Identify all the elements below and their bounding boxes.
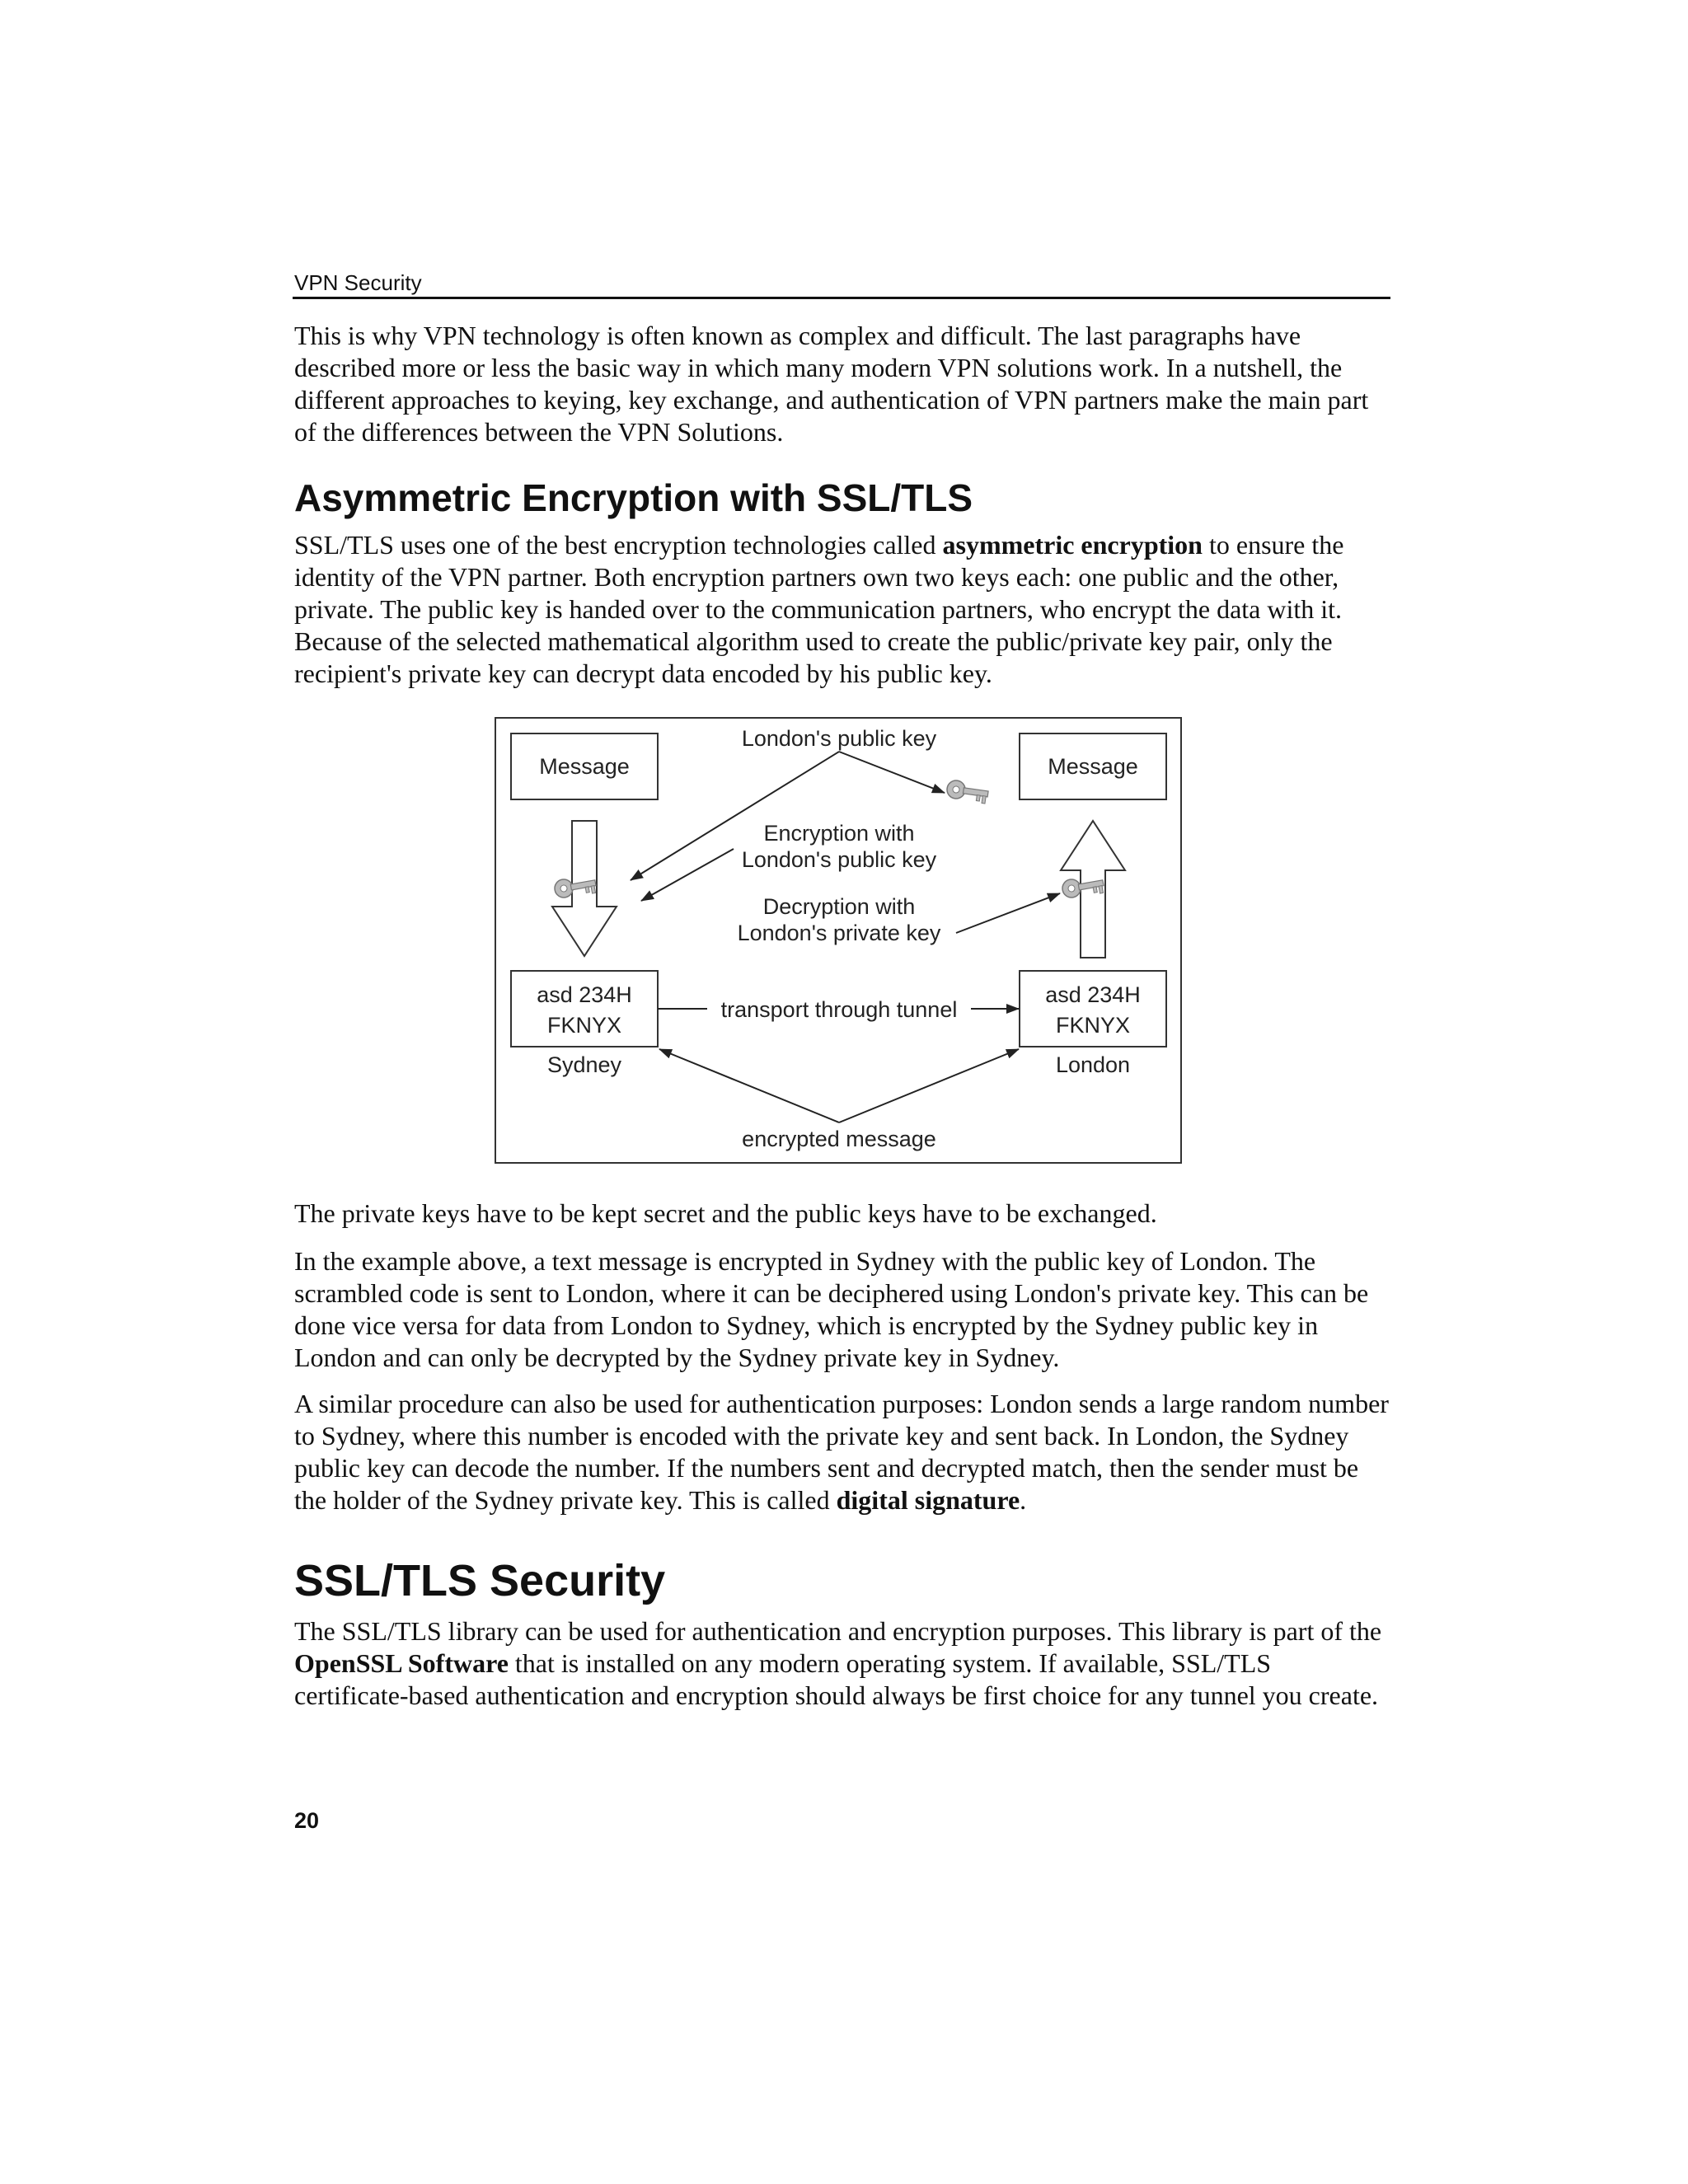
encrypted-message-label: encrypted message — [742, 1127, 936, 1151]
private-keys-paragraph: The private keys have to be kept secret and the public keys have to be exchanged. — [294, 1198, 1157, 1228]
encryption-label-line-1: Encryption with — [763, 821, 915, 846]
page-number: 20 — [294, 1808, 320, 1833]
ssl-tls-paragraph: The SSL/TLS library can be used for authentication and encryption purposes. This library is part of the OpenSSL Software that is installed on any modern operating system. If available, SSL/TLS certificate-based authentication and encryption should always be first choice for any tunnel you create. — [294, 1616, 1382, 1710]
header-rule — [293, 297, 1390, 299]
sydney-message-label: Message — [539, 754, 630, 779]
asymmetric-paragraph: SSL/TLS uses one of the best encryption technologies called asymmetric encryption to ensure the identity of the VPN partner. Both encryption partners own two keys each: one public and the other, private. The public key is handed over to the communication partners, who encrypt the data with it. Because of the selected mathematical algorithm used to create the public/private key pair, only the recipient's private key can decrypt data encoded by his public key. — [294, 530, 1344, 688]
london-cipher-line-2: FKNYX — [1055, 1013, 1131, 1038]
decryption-label-line-1: Decryption with — [762, 894, 916, 919]
authentication-paragraph: A similar procedure can also be used for authentication purposes: London sends a large random number to Sydney, where this number is encoded with the private key and sent back. In London, the Sydney public key can decode the number. If the numbers sent and decrypted match, then the sender must be the holder of the Sydney private key. This is called digital signature. — [294, 1389, 1389, 1515]
transport-label: transport through tunnel — [720, 997, 958, 1022]
term-asymmetric-encryption: asymmetric encryption — [942, 530, 1203, 560]
term-digital-signature: digital signature — [836, 1485, 1020, 1515]
decryption-label-line-2: London's private key — [737, 921, 941, 945]
sydney-label: Sydney — [546, 1052, 622, 1077]
example-paragraph: In the example above, a text message is encrypted in Sydney with the public key of London. The scrambled code is sent to London, where it can be deciphered using London's private key. This can be done vice versa for data from London to Sydney, which is encrypted by the Sydney public key in London and can only be decrypted by the Sydney private key in Sydney. — [294, 1246, 1369, 1372]
sydney-cipher-line-2: FKNYX — [546, 1013, 622, 1038]
term-openssl-software: OpenSSL Software — [294, 1648, 509, 1678]
section-heading-asymmetric: Asymmetric Encryption with SSL/TLS — [294, 476, 973, 519]
london-label: London — [1055, 1052, 1131, 1077]
london-message-label: Message — [1048, 754, 1138, 779]
running-head: VPN Security — [294, 270, 422, 295]
intro-paragraph: This is why VPN technology is often known as complex and difficult. The last paragraphs have described more or less the basic way in which many modern VPN solutions work. In a nutshell, the different approaches to keying, key exchange, and authentication of VPN partners make the main part of the differences between the VPN Solutions. — [294, 321, 1369, 447]
asymmetric-encryption-diagram — [495, 717, 1182, 1164]
london-cipher-line-1: asd 234H — [1045, 982, 1141, 1007]
public-key-label: London's public key — [741, 726, 937, 751]
sydney-cipher-line-1: asd 234H — [537, 982, 632, 1007]
encryption-label-line-2: London's public key — [741, 847, 937, 872]
section-heading-ssl-tls-security: SSL/TLS Security — [294, 1556, 666, 1605]
